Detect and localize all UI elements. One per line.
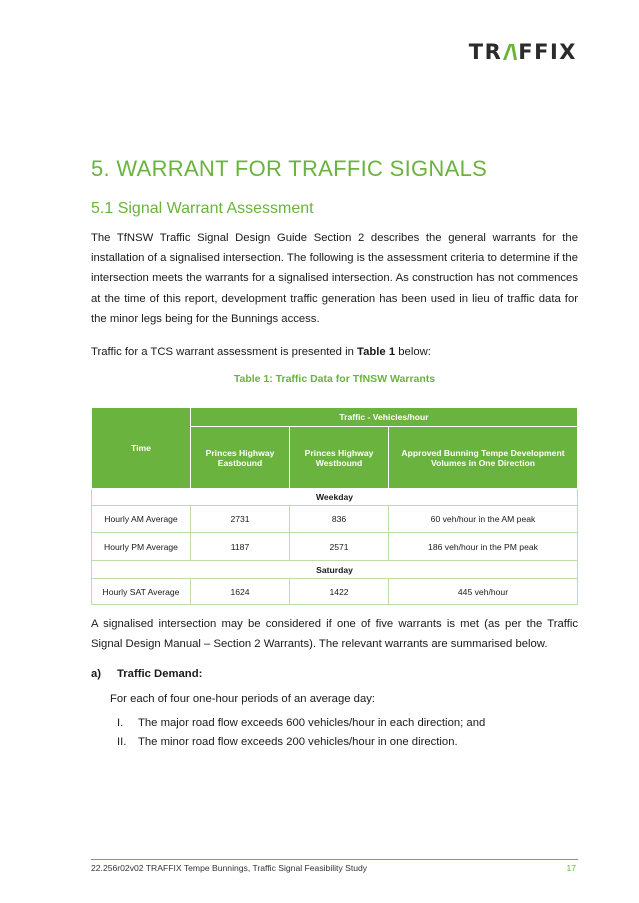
row-development: 60 veh/hour in the AM peak (389, 506, 578, 533)
time-header: Time (92, 408, 191, 489)
traffic-group-header: Traffic - Vehicles/hour (191, 408, 578, 427)
item-intro: For each of four one-hour periods of an average day: (110, 693, 376, 705)
westbound-header: Princes Highway Westbound (290, 427, 389, 489)
weekday-label: Weekday (92, 489, 578, 506)
row-westbound: 1422 (290, 579, 389, 605)
warrant-item-a (91, 668, 202, 680)
table-intro-text: Traffic for a TCS warrant assessment is presented in (91, 346, 358, 358)
row-eastbound: 1624 (191, 579, 290, 605)
table-row (92, 579, 578, 605)
weekday-section-row (92, 489, 578, 506)
development-volumes-header: Approved Bunning Tempe Development Volumes in One Direction (389, 427, 578, 489)
table-caption: Table 1: Traffic Data for TfNSW Warrants (233, 373, 436, 385)
list-number: II. (117, 736, 127, 748)
row-eastbound: 1187 (191, 533, 290, 561)
table-header-row (92, 408, 578, 427)
footer-document-ref: 22.256r02v02 TRAFFIX Tempe Bunnings, Traffic Signal Feasibility Study (91, 863, 368, 873)
list-item (117, 736, 458, 748)
list-item (117, 717, 485, 729)
row-development: 445 veh/hour (389, 579, 578, 605)
table-row (92, 533, 578, 561)
intro-paragraph: The TfNSW Traffic Signal Design Guide Section 2 describes the general warrants for the installation of a signalised intersection. The following is the assessment criteria to determine if the intersection meets the warrants for a signalised intersection. As construction has not commences at the time of this report, development traffic generation has been used in lieu of traffic data for the minor legs being for the Bunnings access. (91, 232, 578, 325)
table-intro-paragraph (91, 342, 578, 362)
logo-text-start: TR (468, 40, 503, 64)
logo-accent-a-icon (503, 44, 517, 60)
row-eastbound: 2731 (191, 506, 290, 533)
row-time: Hourly SAT Average (92, 579, 191, 605)
saturday-label: Saturday (92, 561, 578, 579)
section-heading: 5. WARRANT FOR TRAFFIC SIGNALS (91, 156, 488, 181)
saturday-section-row (92, 561, 578, 579)
warrants-paragraph: A signalised intersection may be considered if one of five warrants is met (as per the Traffic Signal Design Manual – Section 2 Warrants). The relevant warrants are summarised below. (91, 618, 578, 651)
logo-text-end: FFIX (518, 40, 577, 64)
row-time: Hourly AM Average (92, 506, 191, 533)
traffix-logo (469, 40, 577, 64)
list-text: The minor road flow exceeds 200 vehicles/hour in one direction. (138, 736, 458, 748)
item-title: Traffic Demand: (117, 668, 203, 680)
page-number: 17 (566, 863, 576, 873)
table-intro-suffix: below: (395, 346, 431, 358)
traffic-data-table (91, 407, 578, 605)
list-text: The major road flow exceeds 600 vehicles/hour in each direction; and (138, 717, 486, 729)
item-label: a) (91, 668, 102, 680)
table-row (92, 506, 578, 533)
row-development: 186 veh/hour in the PM peak (389, 533, 578, 561)
table-reference: Table 1 (357, 346, 396, 358)
list-number: I. (117, 717, 124, 729)
row-westbound: 2571 (290, 533, 389, 561)
eastbound-header: Princes Highway Eastbound (191, 427, 290, 489)
footer-divider (91, 859, 578, 860)
row-westbound: 836 (290, 506, 389, 533)
row-time: Hourly PM Average (92, 533, 191, 561)
subsection-heading: 5.1 Signal Warrant Assessment (91, 200, 314, 217)
